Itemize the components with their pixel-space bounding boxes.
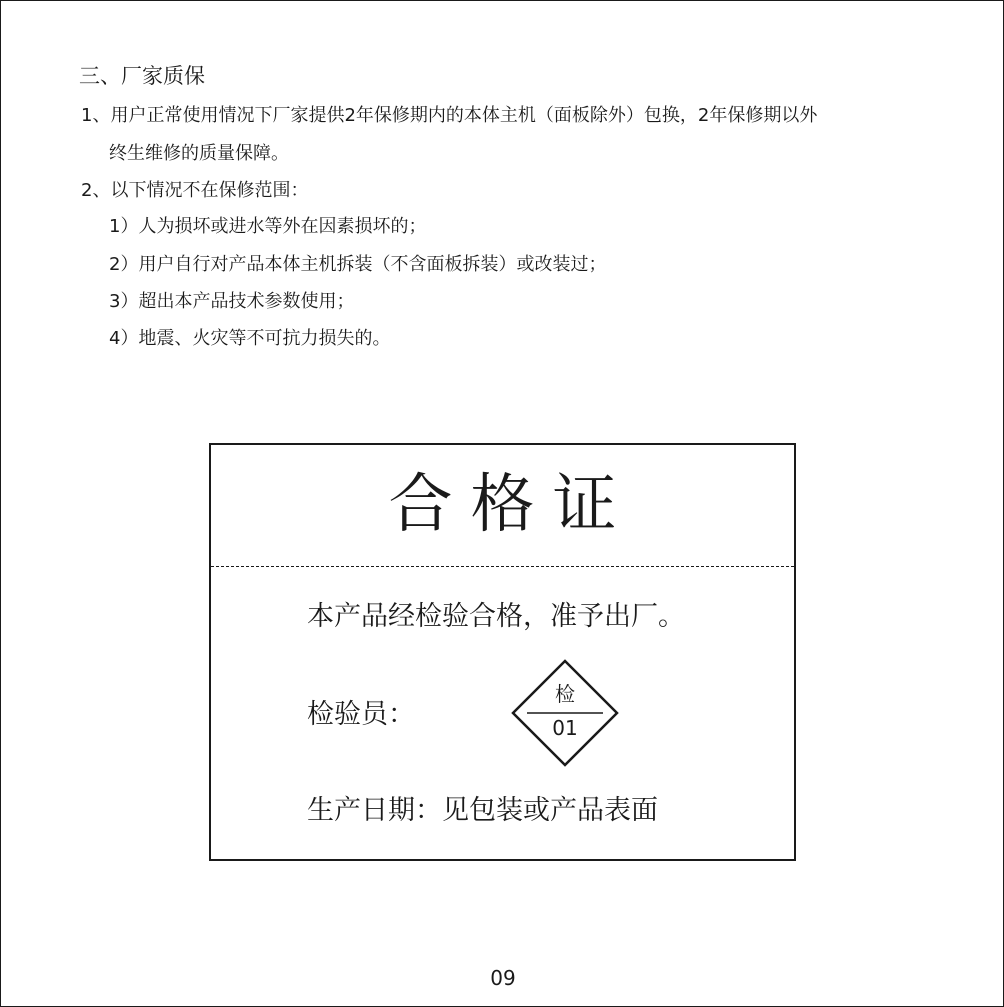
inspection-stamp-icon xyxy=(511,659,619,767)
exclusion-item: 4）地震、火灾等不可抗力损失的。 xyxy=(109,328,391,349)
warranty-section-title: 三、厂家质保 xyxy=(79,64,205,88)
dashed-divider xyxy=(211,566,794,567)
inspection-passed-text: 本产品经检验合格，准予出厂。 xyxy=(307,601,685,632)
stamp-label-number: 01 xyxy=(552,716,578,740)
certificate-box xyxy=(209,443,796,861)
warranty-item-2: 2、以下情况不在保修范围： xyxy=(81,180,309,201)
warranty-item-1-continued: 终生维修的质量保障。 xyxy=(109,143,289,164)
production-date-text: 生产日期：见包装或产品表面 xyxy=(307,795,658,826)
inspector-label: 检验员： xyxy=(307,699,415,730)
stamp-label-top: 检 xyxy=(555,682,575,706)
page-number: 09 xyxy=(490,966,516,990)
exclusion-item: 3）超出本产品技术参数使用； xyxy=(109,291,355,312)
certificate-title: 合格证 xyxy=(388,468,635,542)
warranty-item-1: 1、用户正常使用情况下厂家提供2年保修期内的本体主机（面板除外）包换，2年保修期以外 xyxy=(81,105,818,126)
exclusion-item: 1）人为损坏或进水等外在因素损坏的； xyxy=(109,216,427,237)
exclusion-item: 2）用户自行对产品本体主机拆装（不含面板拆装）或改装过； xyxy=(109,254,607,275)
